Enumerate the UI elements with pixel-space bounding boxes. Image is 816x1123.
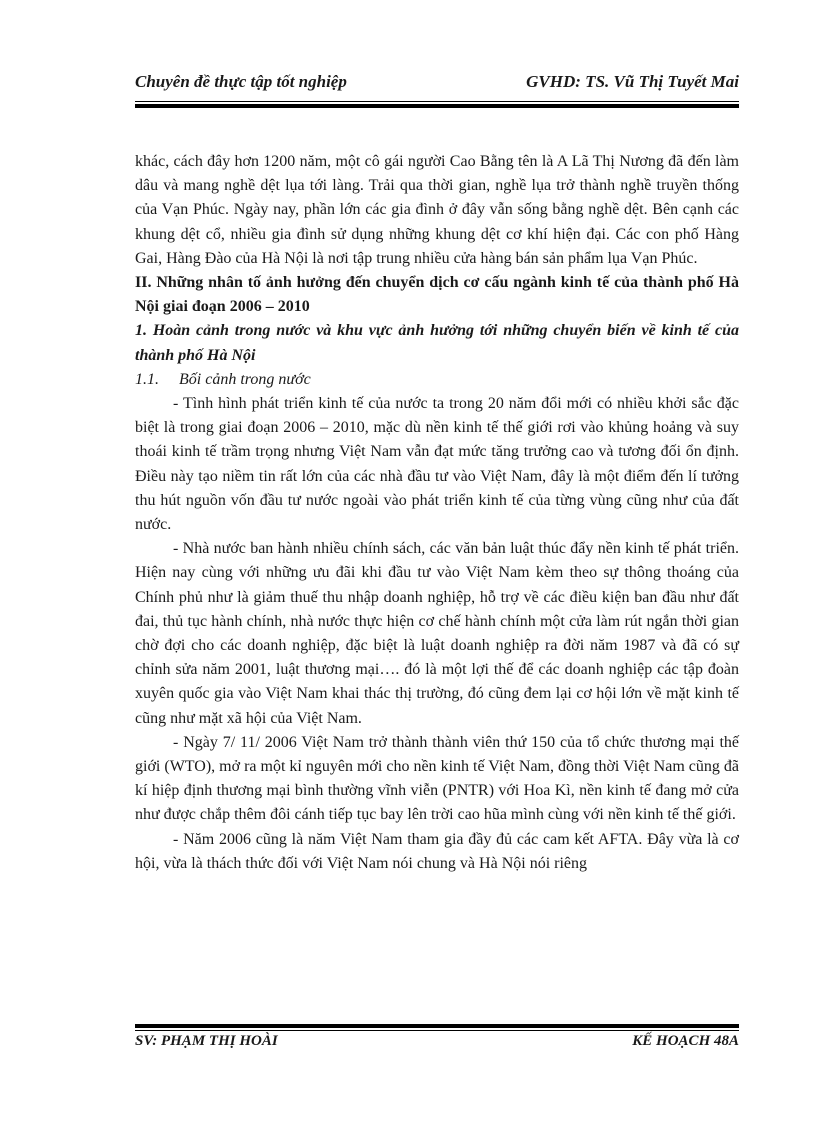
section-heading: II. Những nhân tố ảnh hưởng đến chuyển dịch cơ cấu ngành kinh tế của thành phố Hà Nội giai đoạn 2006 – 2010 bbox=[135, 274, 739, 316]
subsubsection-title: Bối cảnh trong nước bbox=[179, 370, 311, 388]
document-body bbox=[135, 150, 739, 876]
subsubsection-heading bbox=[135, 368, 739, 392]
subsubsection-number: 1.1. bbox=[135, 370, 159, 388]
footer-student: SV: PHẠM THỊ HOÀI bbox=[135, 1033, 278, 1049]
paragraph-2: - Nhà nước ban hành nhiều chính sách, các văn bản luật thúc đẩy nền kinh tế phát triển. Hiện nay cùng với những ưu đãi khi đầu tư vào Việt Nam kèm theo sự thông thoáng của Chính phủ như là giảm thuế thu nhập doanh nghiệp, hỗ trợ về các điều kiện ban đầu như đất đai, thủ tục hành chính, nhà nước thực hiện cơ chế hành chính một cửa làm rút ngắn thời gian chờ đợi cho các doanh nghiệp, đặc biệt là luật doanh nghiệp ra đời năm 1987 và đã có sự chỉnh sửa năm 2001, luật thương mại…. đó là một lợi thế để các doanh nghiệp các tập đoàn xuyên quốc gia vào Việt Nam khai thác thị trường, đó cũng đem lại cơ hội lớn về mặt kinh tế cũng như mặt xã hội của Việt Nam. bbox=[135, 540, 739, 727]
header-supervisor: GVHD: TS. Vũ Thị Tuyết Mai bbox=[526, 72, 739, 91]
page-header bbox=[135, 72, 739, 92]
header-divider bbox=[135, 101, 739, 108]
subsection-heading: 1. Hoàn cảnh trong nước và khu vực ảnh hưởng tới những chuyển biến về kinh tế của thành phố Hà Nội bbox=[135, 322, 739, 364]
page-footer bbox=[135, 1033, 739, 1050]
footer-divider bbox=[135, 1024, 739, 1031]
footer-class: KẾ HOẠCH 48A bbox=[632, 1033, 739, 1049]
header-title: Chuyên đề thực tập tốt nghiệp bbox=[135, 72, 347, 91]
paragraph-1: - Tình hình phát triển kinh tế của nước ta trong 20 năm đổi mới có nhiều khởi sắc đặc biệt là trong giai đoạn 2006 – 2010, mặc dù nền kinh tế thế giới rơi vào khủng hoảng và suy thoái kinh tế trầm trọng nhưng Việt Nam vẫn đạt mức tăng trưởng cao và tương đối ổn định. Điều này tạo niềm tin rất lớn của các nhà đầu tư vào Việt Nam, đây là một điểm đến lí tưởng thu hút nguồn vốn đầu tư nước ngoài vào phát triển kinh tế của từng vùng cũng như của đất nước. bbox=[135, 395, 739, 534]
paragraph-4: - Năm 2006 cũng là năm Việt Nam tham gia đầy đủ các cam kết AFTA. Đây vừa là cơ hội, vừa là thách thức đối với Việt Nam nói chung và Hà Nội nói riêng bbox=[135, 830, 739, 872]
paragraph-3: - Ngày 7/ 11/ 2006 Việt Nam trở thành thành viên thứ 150 của tổ chức thương mại thế giới (WTO), mở ra một kỉ nguyên mới cho nền kinh tế Việt Nam, đồng thời Việt Nam cũng đã kí hiệp định thương mại bình thường vĩnh viễn (PNTR) với Hoa Kì, nền kinh tế đang mở cửa như được chắp thêm đôi cánh tiếp tục bay lên trời cao hũa mình cùng với nền kinh tế thế giới. bbox=[135, 733, 739, 824]
intro-paragraph: khác, cách đây hơn 1200 năm, một cô gái người Cao Bằng tên là A Lã Thị Nương đã đến làm dâu và mang nghề dệt lụa tới làng. Trải qua thời gian, nghề lụa trở thành nghề truyền thống của Vạn Phúc. Ngày nay, phần lớn các gia đình ở đây vẫn sống bằng nghề dệt. Bên cạnh các khung dệt cổ, nhiều gia đình sử dụng những khung dệt cơ khí hiện đại. Các con phố Hàng Gai, Hàng Đào của Hà Nội là nơi tập trung nhiều cửa hàng bán sản phẩm lụa Vạn Phúc. bbox=[135, 153, 739, 267]
